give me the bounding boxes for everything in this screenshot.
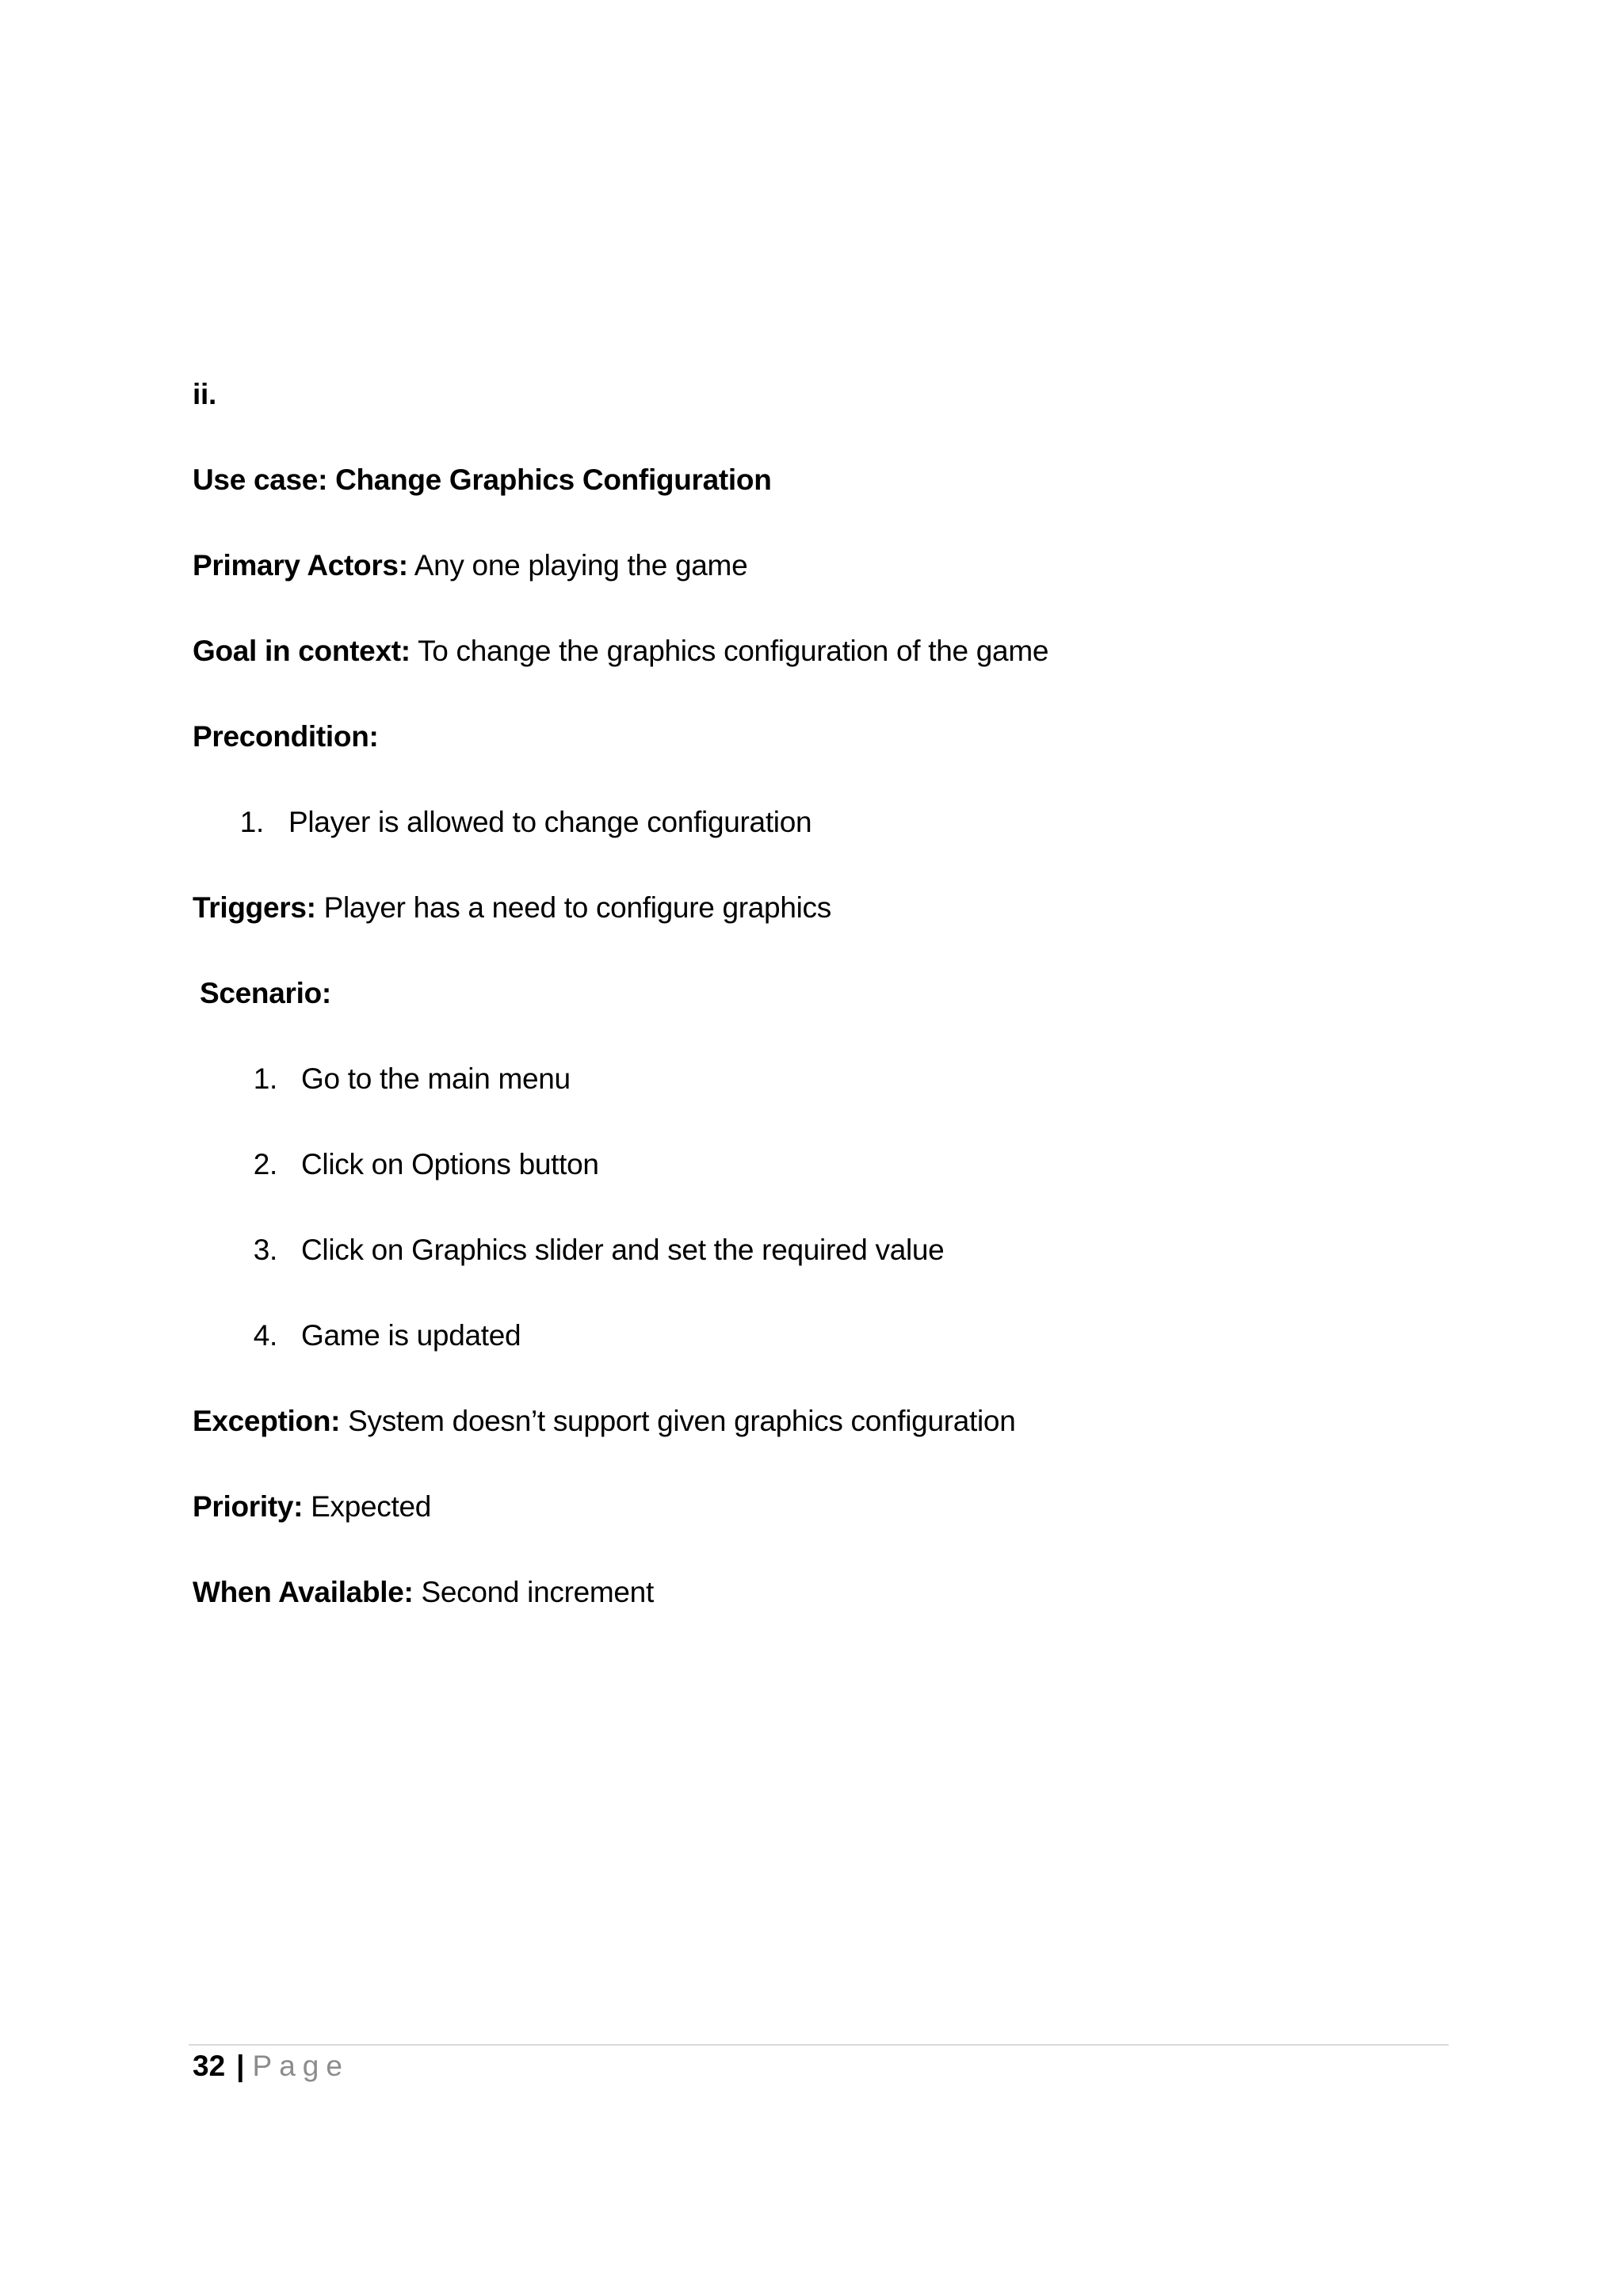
scenario-item-text: Go to the main menu bbox=[301, 1062, 571, 1095]
triggers-value: Player has a need to configure graphics bbox=[323, 891, 831, 924]
triggers-label: Triggers: bbox=[193, 891, 316, 924]
goal-line bbox=[193, 634, 1048, 669]
scenario-item-number: 1. bbox=[253, 1062, 277, 1095]
precondition-label: Precondition: bbox=[193, 720, 379, 753]
primary-actors-label: Primary Actors: bbox=[193, 549, 408, 582]
scenario-item-number: 3. bbox=[253, 1234, 277, 1266]
page-footer bbox=[193, 2049, 349, 2084]
page-word: Page bbox=[252, 2050, 349, 2082]
exception-label: Exception: bbox=[193, 1405, 341, 1437]
scenario-label: Scenario: bbox=[200, 977, 331, 1009]
triggers-line bbox=[193, 891, 831, 925]
primary-actors-value: Any one playing the game bbox=[414, 549, 748, 582]
priority-value: Expected bbox=[311, 1490, 432, 1523]
goal-value: To change the graphics configuration of the game bbox=[418, 635, 1049, 667]
goal-label: Goal in context: bbox=[193, 635, 411, 667]
when-available-line bbox=[193, 1575, 654, 1610]
precondition-item-text: Player is allowed to change configuration bbox=[288, 806, 812, 838]
scenario-item-number: 4. bbox=[253, 1319, 277, 1352]
scenario-item-text: Click on Graphics slider and set the required value bbox=[301, 1234, 945, 1266]
priority-label: Priority: bbox=[193, 1490, 304, 1523]
exception-line bbox=[193, 1404, 1015, 1439]
section-marker: ii. bbox=[193, 378, 216, 410]
exception-value: System doesn’t support given graphics configuration bbox=[348, 1405, 1016, 1437]
scenario-item-number: 2. bbox=[253, 1148, 277, 1180]
scenario-item-text: Game is updated bbox=[301, 1319, 521, 1352]
page-number: 32 bbox=[193, 2050, 226, 2082]
when-available-value: Second increment bbox=[421, 1576, 654, 1608]
scenario-item-text: Click on Options button bbox=[301, 1148, 599, 1180]
when-available-label: When Available: bbox=[193, 1576, 414, 1608]
precondition-item-number: 1. bbox=[239, 806, 264, 838]
footer-divider bbox=[189, 2044, 1449, 2046]
use-case-value: Change Graphics Configuration bbox=[335, 463, 772, 496]
primary-actors-line bbox=[193, 548, 747, 583]
use-case-label: Use case: bbox=[193, 463, 328, 496]
footer-separator: | bbox=[236, 2050, 245, 2082]
use-case-line bbox=[193, 463, 772, 498]
priority-line bbox=[193, 1489, 431, 1524]
